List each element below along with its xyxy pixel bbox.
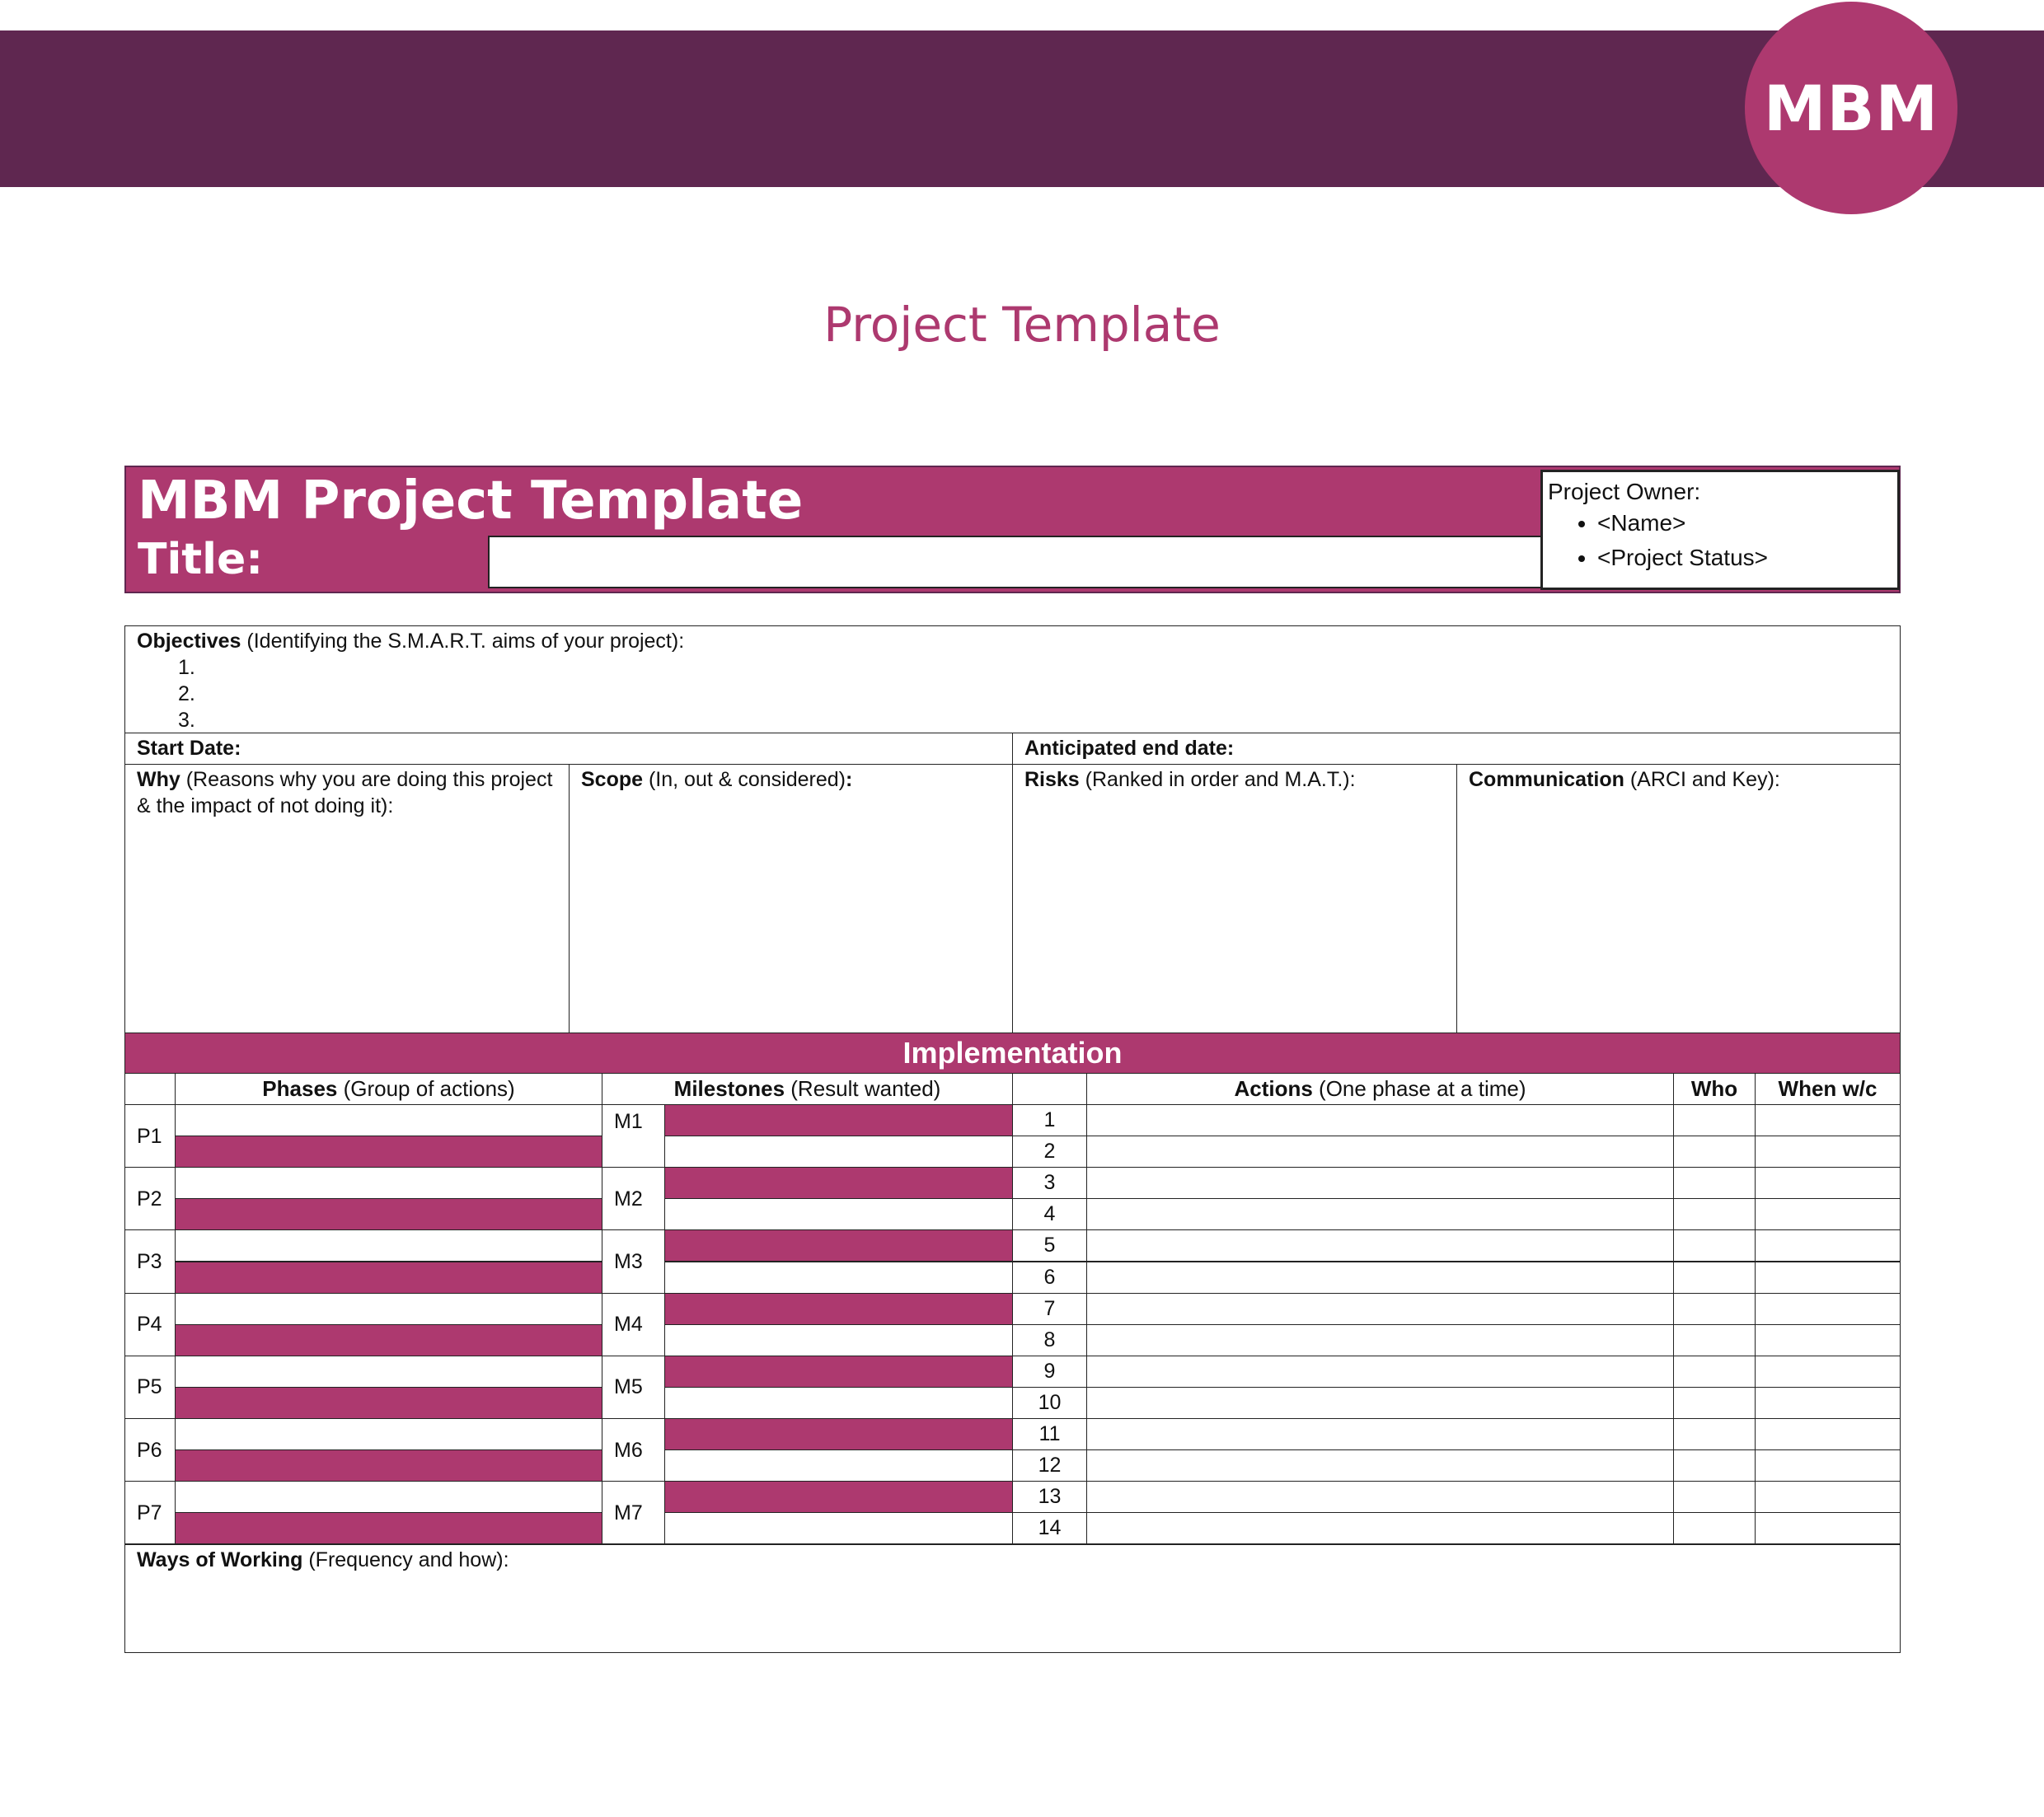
header-blank-phase [124, 1073, 176, 1105]
action-number: 9 [1012, 1356, 1087, 1388]
action-number: 12 [1012, 1449, 1087, 1482]
milestone-detail-field[interactable] [664, 1449, 1013, 1482]
who-header [1673, 1073, 1756, 1105]
milestone-label: M4 [602, 1293, 665, 1356]
actions-header-hint: (One phase at a time) [1312, 1076, 1526, 1101]
action-number: 5 [1012, 1229, 1087, 1262]
top-banner [0, 30, 2044, 187]
action-number: 7 [1012, 1293, 1087, 1325]
objective-item: 1. [178, 656, 195, 679]
end-date-label: Anticipated end date: [1024, 737, 1235, 760]
objectives-hint: (Identifying the S.M.A.R.T. aims of your project): [241, 630, 685, 653]
phase-detail-field[interactable] [175, 1324, 602, 1356]
why-hint: (Reasons why you are doing this project & the impact of not doing it): [137, 768, 553, 817]
who-field[interactable] [1673, 1229, 1756, 1262]
who-field[interactable] [1673, 1449, 1756, 1482]
project-form [124, 625, 1901, 1653]
objectives-list [137, 654, 1888, 733]
end-date-cell[interactable] [1012, 733, 1901, 765]
scope-colon: : [846, 768, 853, 791]
start-date-cell[interactable] [124, 733, 1013, 765]
why-label: Why [137, 768, 180, 791]
action-field[interactable] [1086, 1104, 1674, 1136]
phase-detail-field[interactable] [175, 1198, 602, 1230]
milestone-detail-field[interactable] [664, 1198, 1013, 1230]
who-header-label: Who [1690, 1076, 1738, 1101]
phase-label: P4 [124, 1293, 176, 1356]
phase-detail-field[interactable] [175, 1262, 602, 1294]
when-field[interactable] [1755, 1449, 1901, 1482]
when-field[interactable] [1755, 1198, 1901, 1230]
action-number: 2 [1012, 1136, 1087, 1168]
action-number: 13 [1012, 1481, 1087, 1513]
header-blank-action-num [1012, 1073, 1087, 1105]
milestone-name-field[interactable] [664, 1104, 1013, 1136]
milestone-detail-field[interactable] [664, 1136, 1013, 1168]
milestone-name-field[interactable] [664, 1293, 1013, 1325]
milestone-name-field[interactable] [664, 1418, 1013, 1450]
title-field[interactable] [488, 536, 1545, 588]
milestone-name-field[interactable] [664, 1167, 1013, 1199]
risks-section[interactable] [1012, 764, 1457, 1033]
project-owner-box [1540, 470, 1900, 590]
action-field[interactable] [1086, 1512, 1674, 1544]
risks-label: Risks [1024, 768, 1080, 791]
action-field[interactable] [1086, 1324, 1674, 1356]
milestone-detail-field[interactable] [664, 1512, 1013, 1544]
objective-item: 2. [178, 682, 195, 705]
action-number: 11 [1012, 1418, 1087, 1450]
when-field[interactable] [1755, 1136, 1901, 1168]
milestones-header-label: Milestones [673, 1076, 785, 1101]
phases-header [175, 1073, 602, 1105]
action-field[interactable] [1086, 1198, 1674, 1230]
milestone-label: M6 [602, 1418, 665, 1482]
who-field[interactable] [1673, 1324, 1756, 1356]
phase-detail-field[interactable] [175, 1387, 602, 1419]
who-field[interactable] [1673, 1387, 1756, 1419]
who-field[interactable] [1673, 1104, 1756, 1136]
action-field[interactable] [1086, 1356, 1674, 1388]
phase-name-field[interactable] [175, 1104, 602, 1136]
action-field[interactable] [1086, 1262, 1674, 1294]
milestone-label: M7 [602, 1481, 665, 1544]
phase-label: P7 [124, 1481, 176, 1544]
milestone-detail-field[interactable] [664, 1262, 1013, 1294]
milestone-label: M3 [602, 1229, 665, 1293]
milestone-detail-field[interactable] [664, 1324, 1013, 1356]
action-field[interactable] [1086, 1387, 1674, 1419]
why-section[interactable] [124, 764, 570, 1033]
who-field[interactable] [1673, 1167, 1756, 1199]
scope-hint: (In, out & considered) [643, 768, 846, 791]
when-field[interactable] [1755, 1512, 1901, 1544]
owner-label: Project Owner: [1548, 479, 1701, 504]
who-field[interactable] [1673, 1262, 1756, 1294]
when-field[interactable] [1755, 1324, 1901, 1356]
objectives-section[interactable] [124, 625, 1901, 733]
action-number: 14 [1012, 1512, 1087, 1544]
milestones-header-hint: (Result wanted) [785, 1076, 941, 1101]
phase-label: P2 [124, 1167, 176, 1230]
when-field[interactable] [1755, 1387, 1901, 1419]
ways-of-working-label: Ways of Working [137, 1548, 303, 1571]
phase-label: P6 [124, 1418, 176, 1482]
phase-name-field[interactable] [175, 1418, 602, 1450]
phases-header-hint: (Group of actions) [337, 1076, 515, 1101]
start-date-label: Start Date: [137, 737, 241, 760]
action-field[interactable] [1086, 1481, 1674, 1513]
who-field[interactable] [1673, 1293, 1756, 1325]
phases-header-label: Phases [262, 1076, 338, 1101]
phase-label: P5 [124, 1356, 176, 1419]
milestone-name-field[interactable] [664, 1229, 1013, 1262]
phase-detail-field[interactable] [175, 1449, 602, 1482]
when-field[interactable] [1755, 1167, 1901, 1199]
action-field[interactable] [1086, 1449, 1674, 1482]
communication-hint: (ARCI and Key): [1624, 768, 1780, 791]
objectives-label: Objectives [137, 630, 241, 653]
who-field[interactable] [1673, 1418, 1756, 1450]
action-number: 6 [1012, 1262, 1087, 1294]
action-number: 10 [1012, 1387, 1087, 1419]
implementation-title: Implementation [124, 1033, 1901, 1074]
phase-detail-field[interactable] [175, 1512, 602, 1544]
communication-section[interactable] [1456, 764, 1901, 1033]
phase-detail-field[interactable] [175, 1136, 602, 1168]
phase-name-field[interactable] [175, 1356, 602, 1388]
action-field[interactable] [1086, 1167, 1674, 1199]
milestone-label: M2 [602, 1167, 665, 1230]
who-field[interactable] [1673, 1198, 1756, 1230]
risks-hint: (Ranked in order and M.A.T.): [1079, 768, 1356, 791]
phase-label: P3 [124, 1229, 176, 1293]
action-number: 8 [1012, 1324, 1087, 1356]
when-field[interactable] [1755, 1104, 1901, 1136]
brand-logo [1745, 2, 1957, 214]
milestones-header [602, 1073, 1013, 1105]
owner-list [1548, 510, 1892, 571]
owner-name[interactable]: • <Name> [1597, 510, 1892, 536]
owner-project-status[interactable]: • <Project Status> [1597, 545, 1892, 571]
milestone-name-field[interactable] [664, 1356, 1013, 1388]
scope-section[interactable] [569, 764, 1013, 1033]
phase-name-field[interactable] [175, 1481, 602, 1513]
who-field[interactable] [1673, 1136, 1756, 1168]
actions-header-label: Actions [1234, 1076, 1313, 1101]
milestone-label: M1 [602, 1104, 665, 1168]
when-field[interactable] [1755, 1418, 1901, 1450]
milestone-detail-field[interactable] [664, 1387, 1013, 1419]
when-header-label: When w/c [1778, 1076, 1878, 1101]
action-field[interactable] [1086, 1136, 1674, 1168]
project-header [124, 466, 1901, 593]
when-field[interactable] [1755, 1481, 1901, 1513]
when-field[interactable] [1755, 1356, 1901, 1388]
document-title: Project Template [823, 297, 1221, 353]
header-heading: MBM Project Template [138, 471, 804, 532]
action-field[interactable] [1086, 1293, 1674, 1325]
when-field[interactable] [1755, 1262, 1901, 1294]
scope-label: Scope [581, 768, 644, 791]
when-header [1755, 1073, 1901, 1105]
action-field[interactable] [1086, 1418, 1674, 1450]
action-number: 4 [1012, 1198, 1087, 1230]
action-field[interactable] [1086, 1229, 1674, 1262]
action-number: 3 [1012, 1167, 1087, 1199]
objective-item: 3. [178, 709, 195, 732]
logo-text: MBM [1763, 71, 1939, 145]
milestone-label: M5 [602, 1356, 665, 1419]
action-number: 1 [1012, 1104, 1087, 1136]
actions-header [1086, 1073, 1674, 1105]
communication-label: Communication [1469, 768, 1624, 791]
phase-name-field[interactable] [175, 1167, 602, 1199]
phase-name-field[interactable] [175, 1293, 602, 1325]
who-field[interactable] [1673, 1481, 1756, 1513]
ways-of-working-hint: (Frequency and how): [302, 1548, 509, 1571]
ways-of-working-section[interactable] [124, 1544, 1901, 1653]
title-label: Title: [138, 535, 264, 584]
phase-name-field[interactable] [175, 1229, 602, 1262]
milestone-name-field[interactable] [664, 1481, 1013, 1513]
who-field[interactable] [1673, 1512, 1756, 1544]
when-field[interactable] [1755, 1293, 1901, 1325]
phase-label: P1 [124, 1104, 176, 1168]
when-field[interactable] [1755, 1229, 1901, 1262]
who-field[interactable] [1673, 1356, 1756, 1388]
